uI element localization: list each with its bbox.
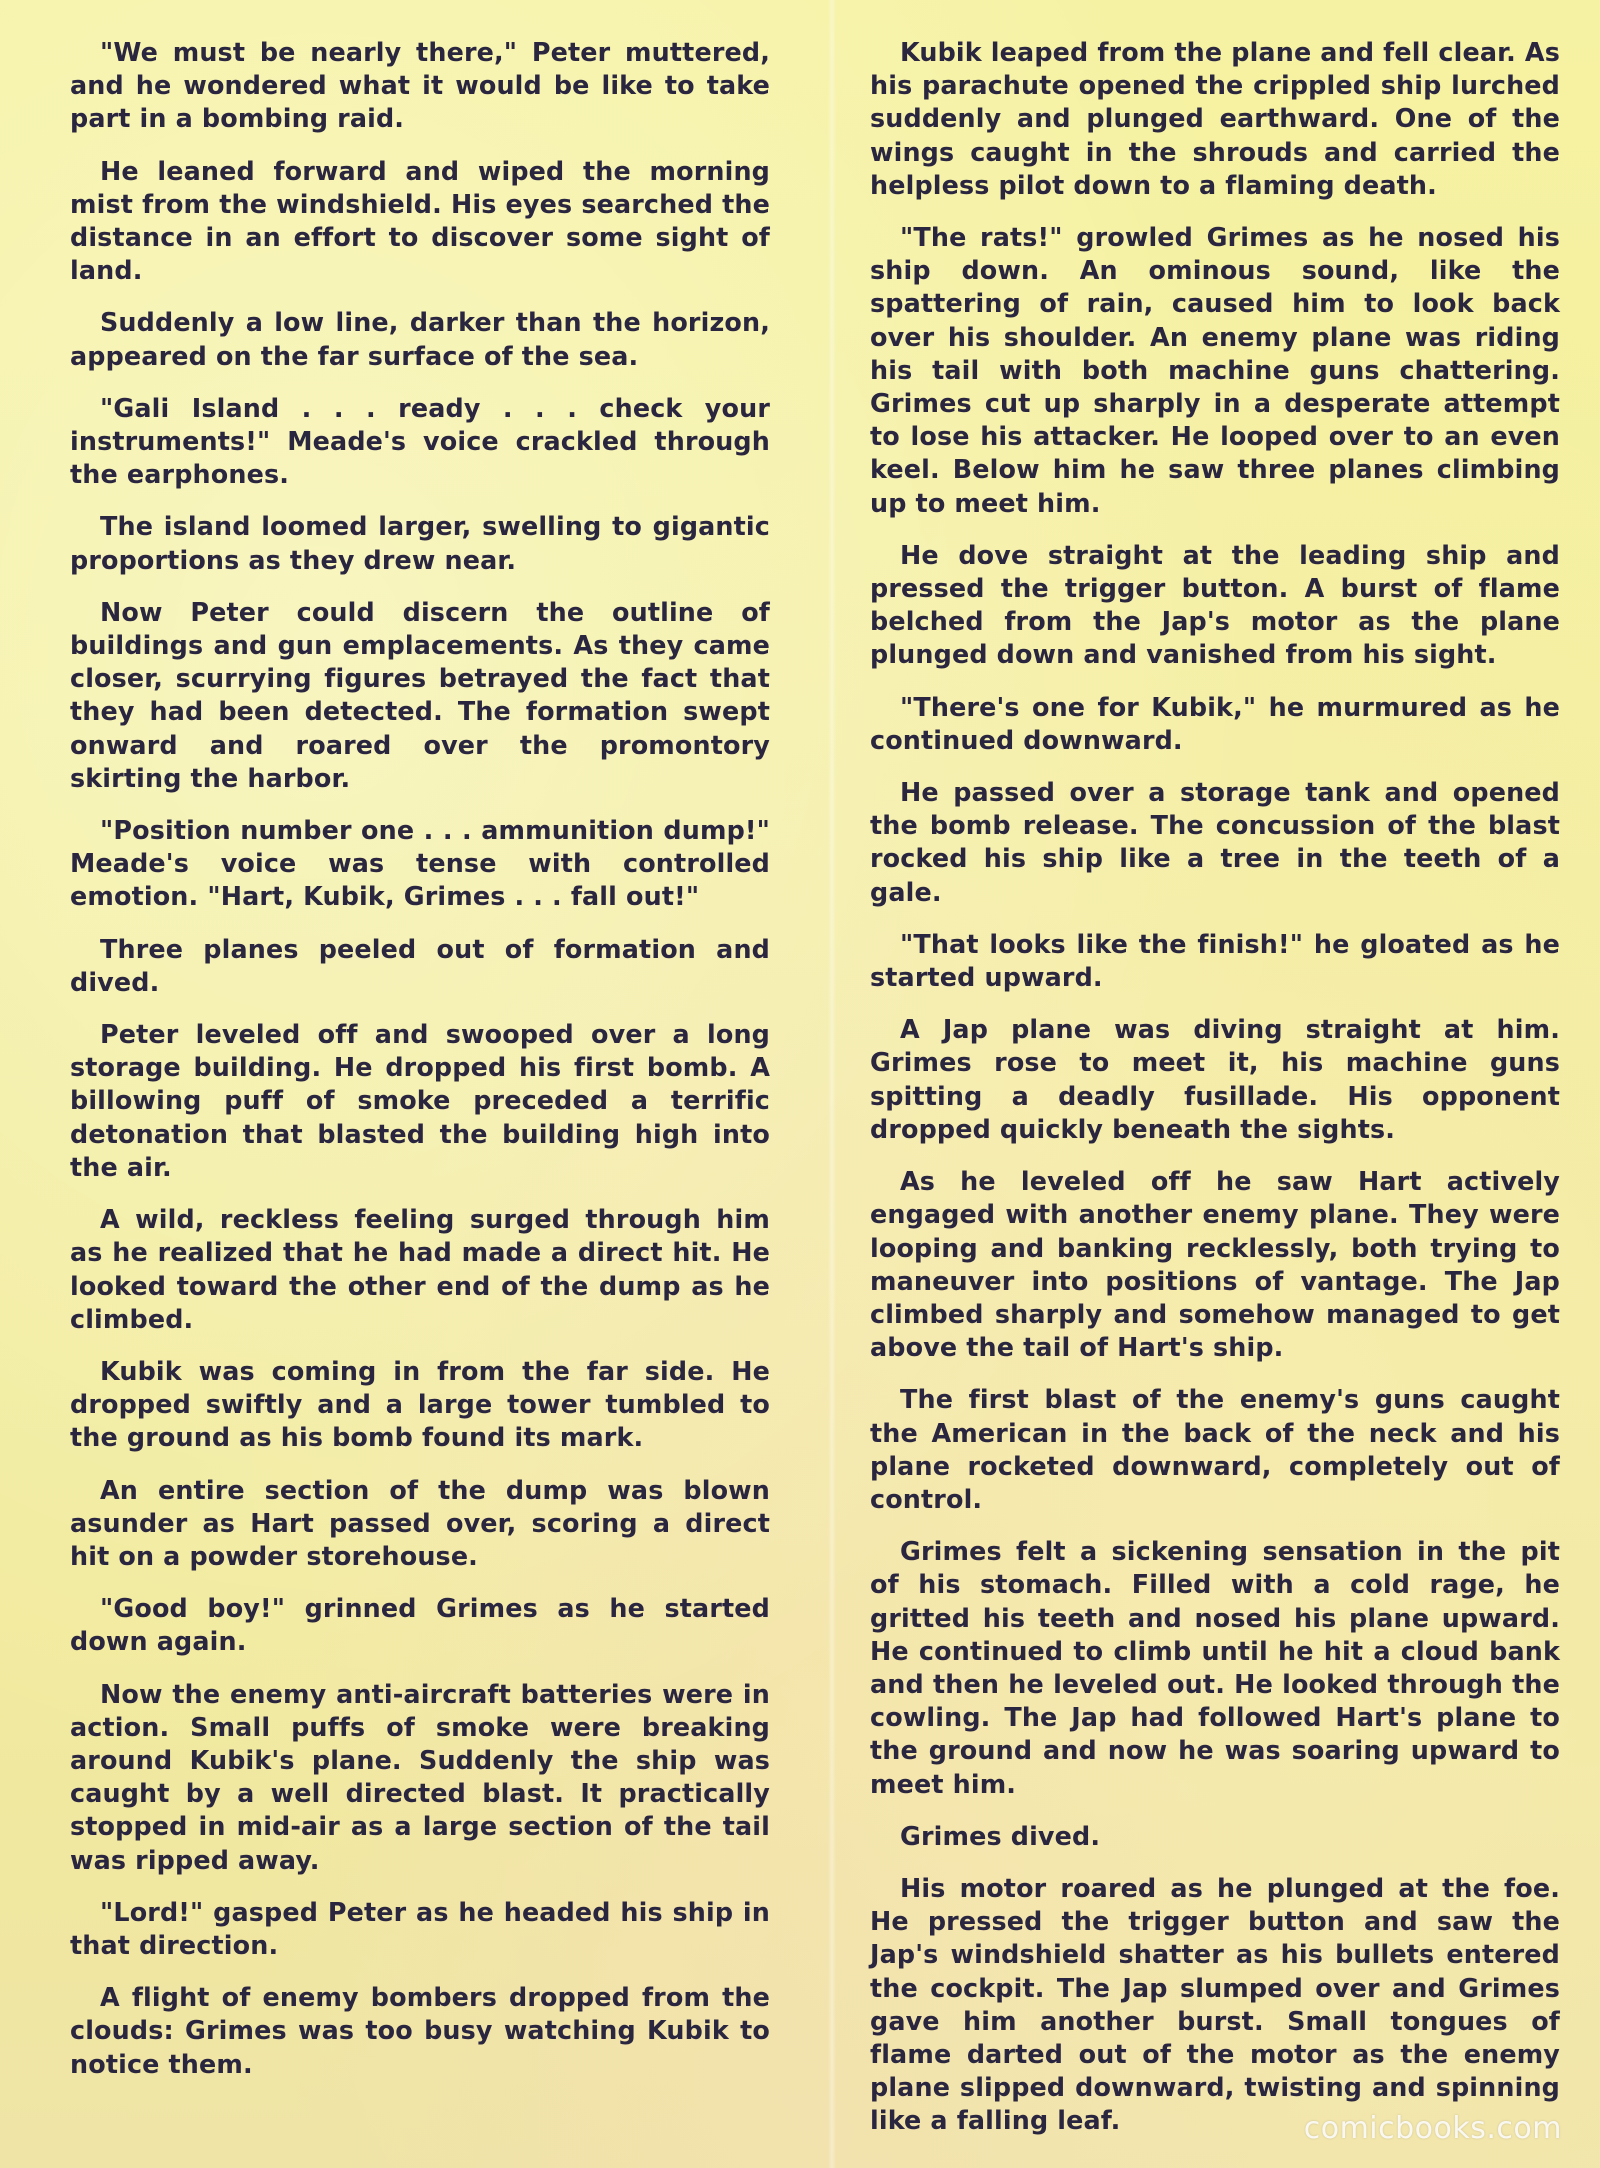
left-column <box>70 36 770 2100</box>
paragraph: A Jap plane was diving straight at him. Grimes rose to meet it, his machine guns spitting a deadly fusillade. His opponent dropped quickly beneath the sights. <box>870 1014 1560 1144</box>
paragraph: "Good boy!" grinned Grimes as he started down again. <box>70 1593 770 1657</box>
paragraph: His motor roared as he plunged at the foe. He pressed the trigger button and saw the Jap's windshield shatter as his bullets entered the cockpit. The Jap slumped over and Grimes gave him another burst. Small tongues of flame darted out of the motor as the enemy plane slipped downward, twisting and spinning like a falling leaf. <box>870 1872 1560 2136</box>
paragraph: Peter leveled off and swooped over a long storage building. He dropped his first bomb. A billowing puff of smoke preceded a terrific detonation that blasted the building high into the air. <box>70 1019 770 1182</box>
paragraph: Three planes peeled out of formation and dived. <box>70 933 770 997</box>
paragraph: "Position number one . . . ammunition dump!" Meade's voice was tense with controlled emotion. "Hart, Kubik, Grimes . . . fall out!" <box>70 815 770 912</box>
paragraph: "We must be nearly there," Peter muttered, and he wondered what it would be like to take part in a bombing raid. <box>70 37 770 134</box>
paragraph: "There's one for Kubik," he murmured as he continued downward. <box>870 691 1560 755</box>
paragraph: As he leveled off he saw Hart actively engaged with another enemy plane. They were looping and banking recklessly, both trying to maneuver into positions of vantage. The Jap climbed sharply and somehow managed to get above the tail of Hart's ship. <box>870 1166 1560 1363</box>
paragraph: An entire section of the dump was blown asunder as Hart passed over, scoring a direct hit on a powder storehouse. <box>70 1474 770 1571</box>
paragraph: Suddenly a low line, darker than the horizon, appeared on the far surface of the sea. <box>70 307 770 371</box>
paragraph: Kubik was coming in from the far side. He dropped swiftly and a large tower tumbled to the ground as his bomb found its mark. <box>70 1355 770 1453</box>
paragraph: The first blast of the enemy's guns caught the American in the back of the neck and his plane rocketed downward, completely out of control. <box>870 1384 1560 1514</box>
paragraph: "Lord!" gasped Peter as he headed his ship in that direction. <box>70 1896 770 1960</box>
watermark: comicbooks.com <box>1303 2111 1562 2146</box>
paragraph: Now Peter could discern the outline of buildings and gun emplacements. As they came closer, scurrying figures betrayed the fact that they had been detected. The formation swept onward and roared over the promontory skirting the harbor. <box>70 596 770 793</box>
paragraph: Kubik leaped from the plane and fell clear. As his parachute opened the crippled ship lurched suddenly and plunged earthward. One of the wings caught in the shrouds and carried the helpless pilot down to a flaming death. <box>870 37 1561 200</box>
right-column <box>870 36 1560 2157</box>
paragraph: "That looks like the finish!" he gloated as he started upward. <box>870 928 1560 993</box>
paragraph: A wild, reckless feeling surged through him as he realized that he had made a direct hit. He looked toward the other end of the dump as he climbed. <box>70 1204 770 1334</box>
paragraph: He passed over a storage tank and opened the bomb release. The concussion of the blast rocked his ship like a tree in the teeth of a gale. <box>870 777 1560 907</box>
column-gutter <box>828 0 836 2168</box>
paragraph: A flight of enemy bombers dropped from the clouds: Grimes was too busy watching Kubik to notice them. <box>70 1982 770 2079</box>
paragraph: Grimes felt a sickening sensation in the pit of his stomach. Filled with a cold rage, he gritted his teeth and nosed his plane upward. He continued to climb until he hit a cloud bank and then he leveled out. He looked through the cowling. The Jap had followed Hart's plane to the ground and now he was soaring upward to meet him. <box>870 1536 1560 1799</box>
paragraph: Now the enemy anti-aircraft batteries were in action. Small puffs of smoke were breaking around Kubik's plane. Suddenly the ship was caught by a well directed blast. It practically stopped in mid-air as a large section of the tail was ripped away. <box>70 1678 770 1875</box>
paragraph: Grimes dived. <box>900 1820 1101 1851</box>
paragraph: The island loomed larger, swelling to gigantic proportions as they drew near. <box>70 511 770 575</box>
paragraph: He dove straight at the leading ship and pressed the trigger button. A burst of flame belched from the Jap's motor as the plane plunged down and vanished from his sight. <box>870 539 1560 670</box>
paragraph: "Gali Island . . . ready . . . check your instruments!" Meade's voice crackled through the earphones. <box>70 392 770 490</box>
paragraph: He leaned forward and wiped the morning mist from the windshield. His eyes searched the distance in an effort to discover some sight of land. <box>70 155 770 286</box>
paragraph: "The rats!" growled Grimes as he nosed his ship down. An ominous sound, like the spattering of rain, caused him to look back over his shoulder. An enemy plane was riding his tail with both machine guns chattering. Grimes cut up sharply in a desperate attempt to lose his attacker. He looped over to an even keel. Below him he saw three planes climbing up to meet him. <box>870 222 1560 518</box>
